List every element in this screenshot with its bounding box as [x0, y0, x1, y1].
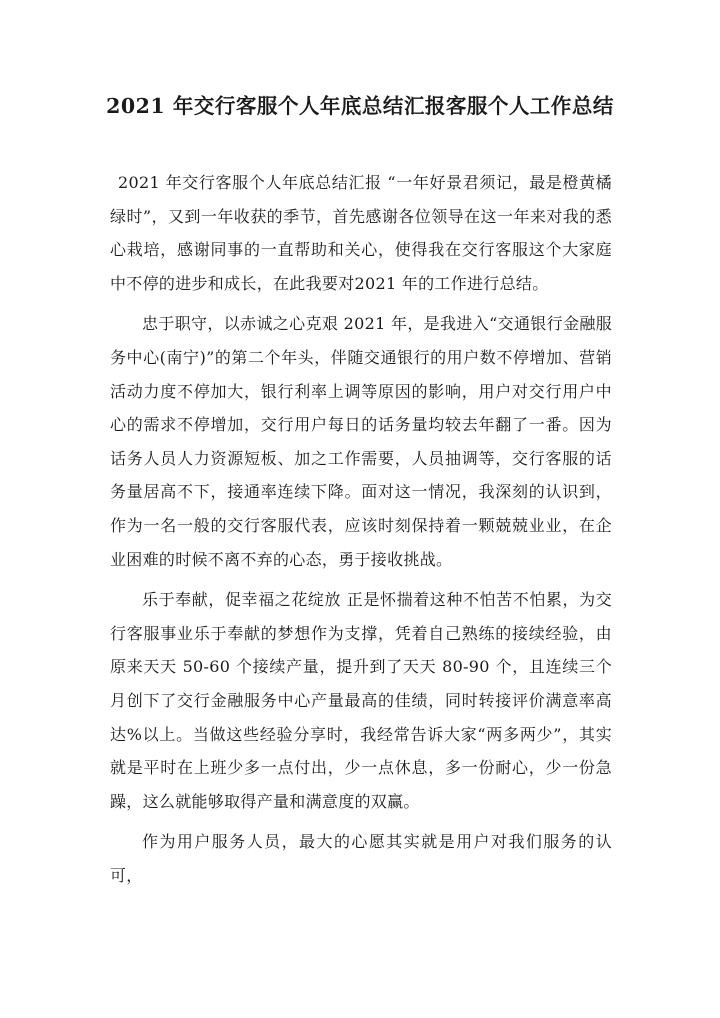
- paragraph-dedication: 乐于奉献，促幸福之花绽放 正是怀揣着这种不怕苦不怕累，为交行客服事业乐于奉献的梦想作为支撑，凭着自己熟练的接续经验，由原来天天 50-60 个接续产量，提升到了天天 80-90 个，且连续三个月创下了交行金融服务中心产量最高的佳绩，同时转接评价满意率高达%以上。当做这些经验分享时，我经常告诉大家“两多两少”，其实就是平时在上班少多一点付出，少一点休息，多一份耐心，少一份急躁，这么就能够取得产量和满意度的双赢。: [110, 590, 612, 811]
- paragraph-service: 作为用户服务人员，最大的心愿其实就是用户对我们服务的认可，: [110, 832, 612, 885]
- paragraph-intro: 2021 年交行客服个人年底总结汇报 “一年好景君须记，最是橙黄橘绿时”，又到一年收获的季节，首先感谢各位领导在这一年来对我的悉心栽培，感谢同事的一直帮助和关心，使得我在交行客服这个大家庭中不停的进步和成长，在此我要对2021 年的工作进行总结。: [110, 173, 612, 293]
- document-title: 2021 年交行客服个人年底总结汇报客服个人工作总结: [106, 94, 614, 118]
- document-body: [110, 166, 612, 892]
- paragraph-loyalty: 忠于职守，以赤诚之心克艰 2021 年，是我进入“交通银行金融服务中心(南宁)”的第二个年头，伴随交通银行的用户数不停增加、营销活动力度不停加大，银行利率上调等原因的影响，用户对交行用户中心的需求不停增加，交行用户每日的话务量均较去年翻了一番。因为话务人员人力资源短板、加之工作需要，人员抽调等，交行客服的话务量居高不下，接通率连续下降。面对这一情况，我深刻的认识到，作为一名一般的交行客服代表，应该时刻保持着一颗兢兢业业，在企业困难的时候不离不弃的心态，勇于接收挑战。: [110, 314, 612, 569]
